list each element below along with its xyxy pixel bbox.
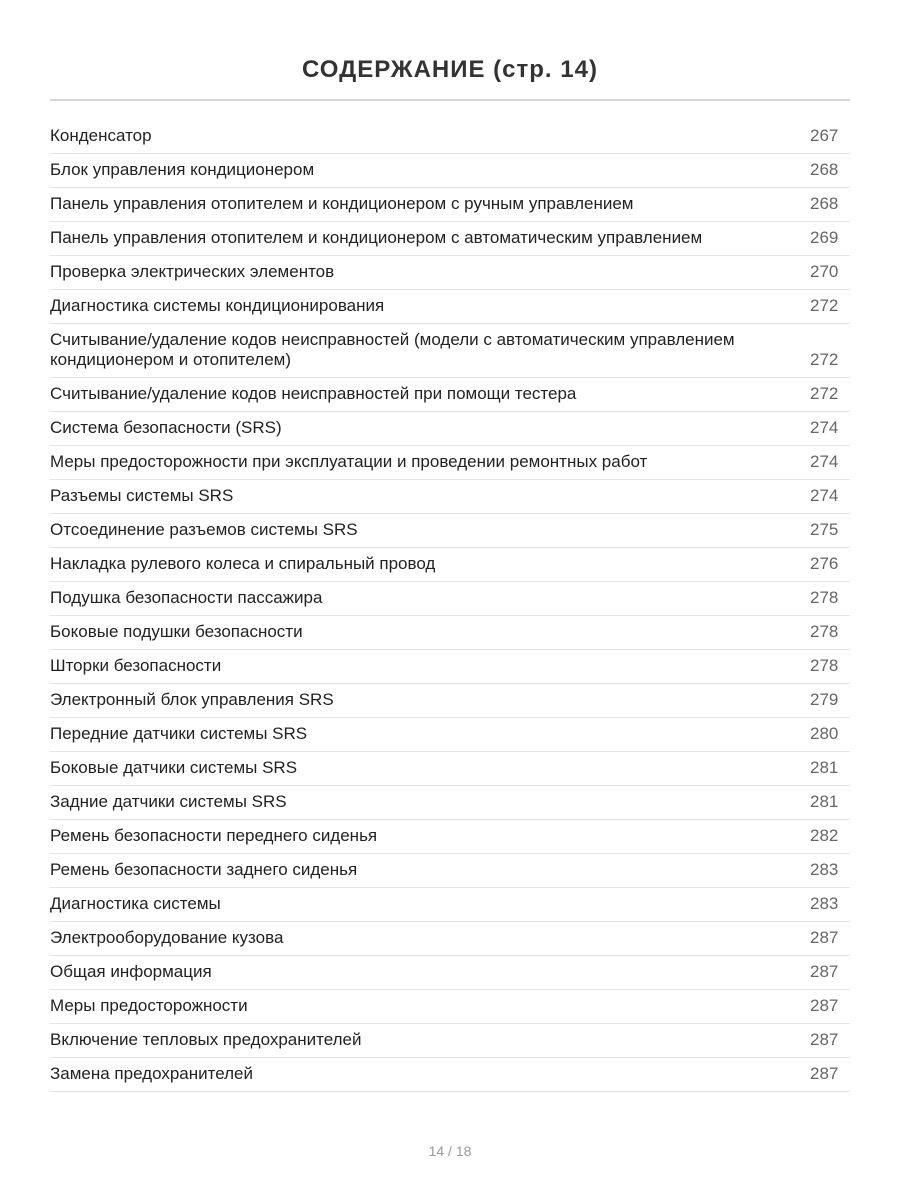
toc-entry-page: 268 xyxy=(810,160,839,179)
toc-entry-page: 279 xyxy=(810,690,839,709)
toc-entry-title: Включение тепловых предохранителей xyxy=(50,1030,362,1049)
toc-entry-page: 278 xyxy=(810,588,839,607)
toc-entry-page: 272 xyxy=(810,296,839,315)
toc-entry-page: 272 xyxy=(810,384,839,403)
toc-entry[interactable] xyxy=(50,650,850,684)
toc-entry[interactable] xyxy=(50,718,850,752)
toc-entry-title: Передние датчики системы SRS xyxy=(50,724,308,743)
toc-entry-title: Меры предосторожности xyxy=(50,996,248,1015)
title-divider xyxy=(50,99,850,101)
toc-entry[interactable] xyxy=(50,616,850,650)
toc-entry-title: Конденсатор xyxy=(50,126,152,145)
toc-entry-title: Замена предохранителей xyxy=(50,1064,254,1083)
toc-entry-title: Ремень безопасности заднего сиденья xyxy=(50,860,358,879)
toc-entry-page: 272 xyxy=(810,350,839,369)
toc-entry-page: 267 xyxy=(810,126,839,145)
toc-entry[interactable] xyxy=(50,378,850,412)
toc-entry-title: Панель управления отопителем и кондиционером с автоматическим управлением xyxy=(50,228,703,247)
toc-entry-title: Задние датчики системы SRS xyxy=(50,792,287,811)
toc-entry-title: Считывание/удаление кодов неисправностей (модели с автоматическим управлением кондиционером и отопителем) xyxy=(50,330,735,369)
toc-entry-title: Боковые датчики системы SRS xyxy=(50,758,298,777)
toc-entry-page: 274 xyxy=(810,486,839,505)
toc-entry-title: Считывание/удаление кодов неисправностей при помощи тестера xyxy=(50,384,577,403)
toc-entry-page: 287 xyxy=(810,1030,839,1049)
toc-entry[interactable] xyxy=(50,188,850,222)
toc-entry-page: 282 xyxy=(810,826,839,845)
toc-entry-page: 268 xyxy=(810,194,839,213)
toc-entry[interactable] xyxy=(50,324,850,378)
toc-entry[interactable] xyxy=(50,786,850,820)
toc-entry-page: 275 xyxy=(810,520,839,539)
toc-entry[interactable] xyxy=(50,120,850,154)
toc-entry-page: 274 xyxy=(810,418,839,437)
toc-entry-title: Проверка электрических элементов xyxy=(50,262,335,281)
toc-entry-page: 287 xyxy=(810,928,839,947)
toc-entry[interactable] xyxy=(50,290,850,324)
toc-entry-page: 287 xyxy=(810,996,839,1015)
toc-entry[interactable] xyxy=(50,548,850,582)
toc-entry[interactable] xyxy=(50,412,850,446)
toc-entry-title: Блок управления кондиционером xyxy=(50,160,315,179)
toc-entry[interactable] xyxy=(50,922,850,956)
toc-entry-page: 278 xyxy=(810,656,839,675)
toc-entry[interactable] xyxy=(50,1024,850,1058)
toc-entry[interactable] xyxy=(50,1058,850,1092)
toc-entry-title: Диагностика системы xyxy=(50,894,221,913)
toc-entry-title: Система безопасности (SRS) xyxy=(50,418,282,437)
toc-entry-title: Меры предосторожности при эксплуатации и проведении ремонтных работ xyxy=(50,452,648,471)
toc-entry-title: Отсоединение разъемов системы SRS xyxy=(50,520,358,539)
toc-entry-page: 281 xyxy=(810,792,839,811)
toc-entry-title: Диагностика системы кондиционирования xyxy=(50,296,385,315)
page-title: СОДЕРЖАНИЕ (стр. 14) xyxy=(302,56,598,84)
toc-entry-page: 283 xyxy=(810,860,839,879)
toc-entry-title: Разъемы системы SRS xyxy=(50,486,234,505)
toc-entry[interactable] xyxy=(50,222,850,256)
toc-entry-title: Общая информация xyxy=(50,962,212,981)
toc-entry-title: Электронный блок управления SRS xyxy=(50,690,334,709)
toc-entry-page: 276 xyxy=(810,554,839,573)
toc-entry-page: 280 xyxy=(810,724,839,743)
toc-entry[interactable] xyxy=(50,256,850,290)
toc-entry[interactable] xyxy=(50,854,850,888)
toc-entry-page: 287 xyxy=(810,962,839,981)
toc-entry-page: 274 xyxy=(810,452,839,471)
toc-entry[interactable] xyxy=(50,684,850,718)
toc-entry[interactable] xyxy=(50,888,850,922)
toc-entry[interactable] xyxy=(50,956,850,990)
toc-entry[interactable] xyxy=(50,820,850,854)
toc-entry[interactable] xyxy=(50,752,850,786)
toc-entry-title: Шторки безопасности xyxy=(50,656,222,675)
toc-entry-title: Электрооборудование кузова xyxy=(50,928,284,947)
toc-entry-page: 281 xyxy=(810,758,839,777)
toc-entry-title: Ремень безопасности переднего сиденья xyxy=(50,826,378,845)
toc-list xyxy=(50,120,850,1092)
toc-entry[interactable] xyxy=(50,582,850,616)
toc-entry-page: 270 xyxy=(810,262,839,281)
toc-entry-page: 287 xyxy=(810,1064,839,1083)
toc-entry[interactable] xyxy=(50,154,850,188)
toc-entry-page: 283 xyxy=(810,894,839,913)
toc-entry[interactable] xyxy=(50,480,850,514)
toc-entry-page: 278 xyxy=(810,622,839,641)
toc-entry[interactable] xyxy=(50,514,850,548)
toc-entry-title: Подушка безопасности пассажира xyxy=(50,588,323,607)
toc-entry-title: Накладка рулевого колеса и спиральный провод xyxy=(50,554,436,573)
toc-entry[interactable] xyxy=(50,446,850,480)
page-number-footer: 14 / 18 xyxy=(428,1143,472,1159)
toc-entry-title: Панель управления отопителем и кондиционером с ручным управлением xyxy=(50,194,634,213)
toc-entry-page: 269 xyxy=(810,228,839,247)
toc-entry-title: Боковые подушки безопасности xyxy=(50,622,303,641)
toc-entry[interactable] xyxy=(50,990,850,1024)
